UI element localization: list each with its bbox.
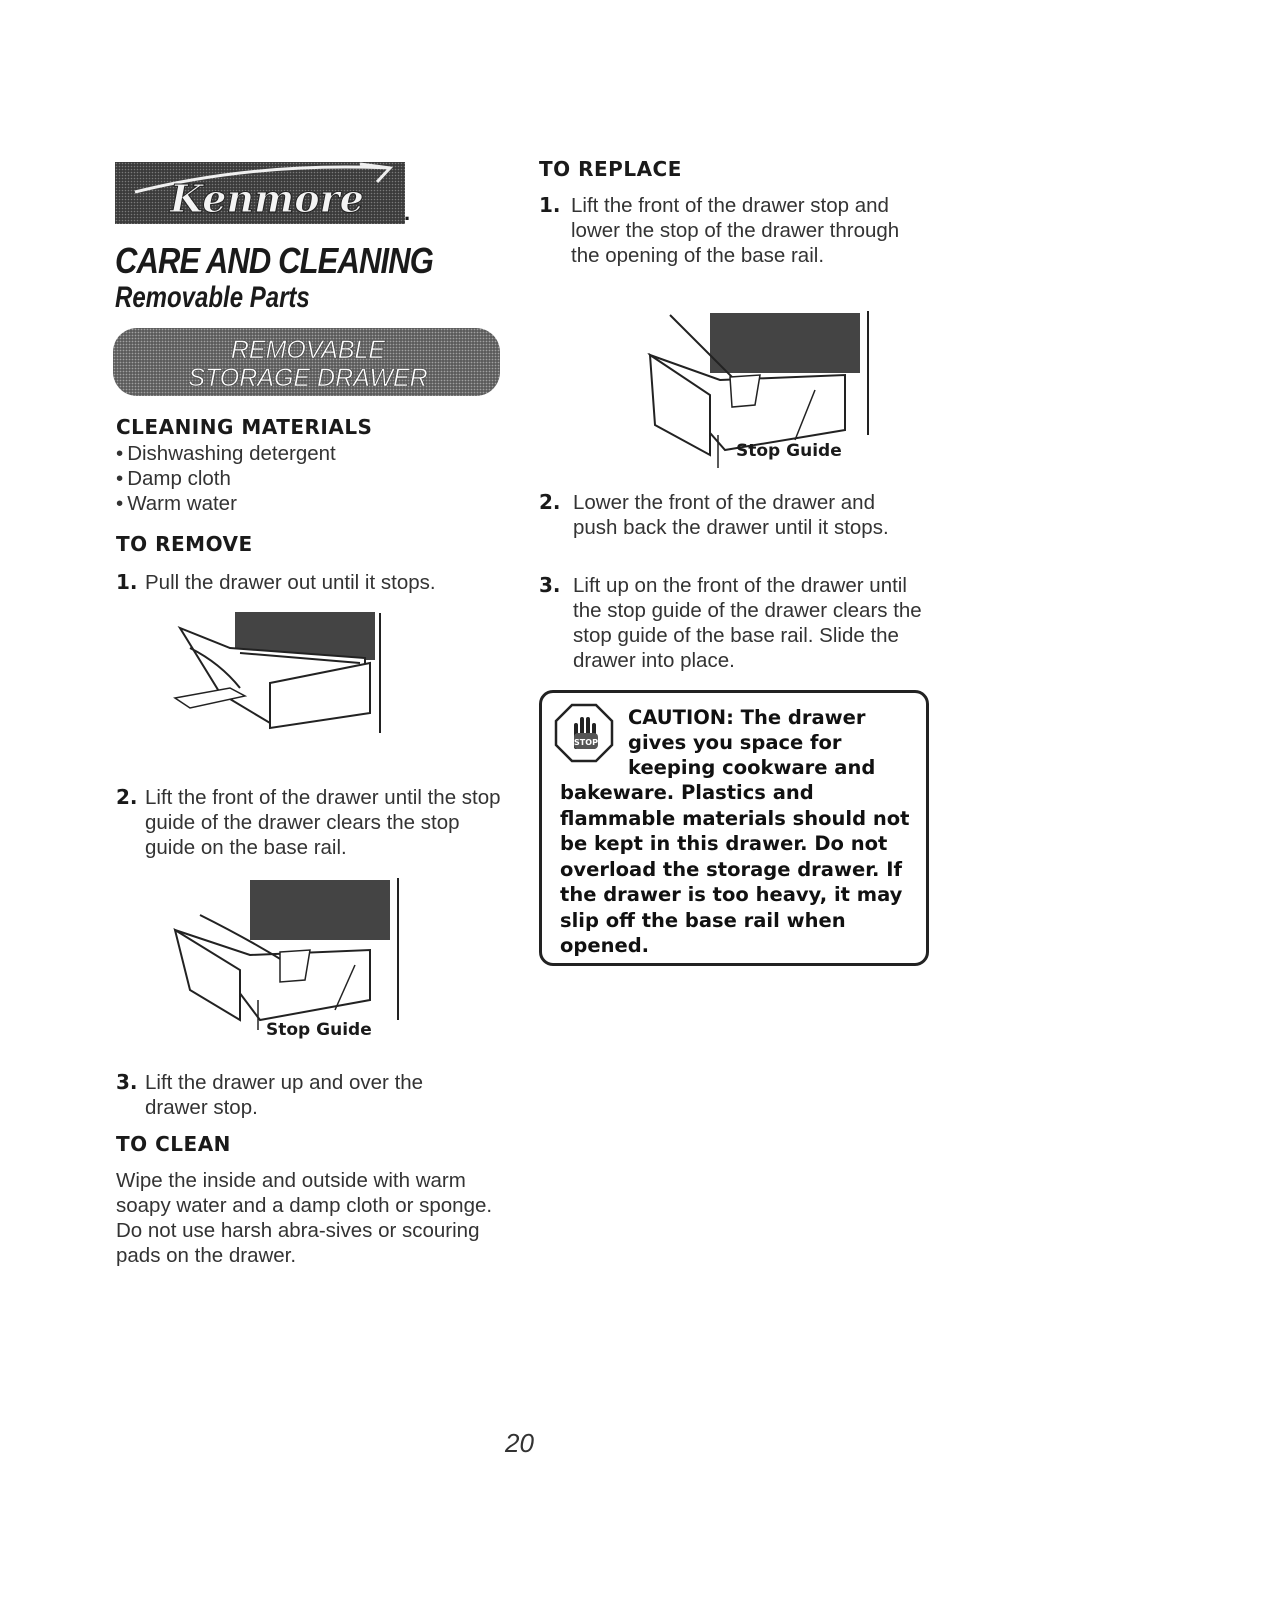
replace-step-2-number: 2. xyxy=(539,490,561,514)
remove-step-2-text: Lift the front of the drawer until the stop guide of the drawer clears the stop guide on the base rail. xyxy=(145,786,501,859)
caution-line-1: CAUTION: The drawer xyxy=(628,706,866,729)
remove-step-1-number: 1. xyxy=(116,570,138,594)
stop-guide-label-left: Stop Guide xyxy=(266,1020,372,1040)
page-subtitle: Removable Parts xyxy=(115,281,310,314)
drawer-lift-illustration xyxy=(170,870,410,1030)
remove-step-3-number: 3. xyxy=(116,1070,138,1094)
remove-step-3-text: Lift the drawer up and over the drawer stop. xyxy=(145,1071,424,1119)
list-item: • Damp cloth xyxy=(116,466,336,491)
replace-step-3-text: Lift up on the front of the drawer until the stop guide of the drawer clears the stop guide of the base rail. Slide the drawer into place. xyxy=(573,574,922,672)
stop-guide-label-right: Stop Guide xyxy=(736,441,842,461)
caution-box xyxy=(539,690,929,966)
remove-step-2-number: 2. xyxy=(116,785,138,809)
stop-icon-text: STOP xyxy=(574,738,598,747)
drawer-pull-illustration xyxy=(170,608,390,738)
remove-step-1-text: Pull the drawer out until it stops. xyxy=(145,571,436,594)
banner-line1: REMOVABLE xyxy=(230,336,386,364)
page-number: 20 xyxy=(505,1428,534,1458)
logo-text: Kenmore xyxy=(170,176,364,221)
banner-line2: STORAGE DRAWER xyxy=(188,364,428,392)
remove-heading: TO REMOVE xyxy=(116,532,253,556)
stop-hand-icon xyxy=(554,703,614,763)
clean-text: Wipe the inside and outside with warm soapy water and a damp cloth or sponge. Do not use harsh abra-sives or scouring pads on the drawer. xyxy=(116,1169,493,1267)
replace-step-2-text: Lower the front of the drawer and push back the drawer until it stops. xyxy=(573,491,889,539)
list-item: • Warm water xyxy=(116,491,336,516)
materials-heading: CLEANING MATERIALS xyxy=(116,415,373,439)
replace-step-3-number: 3. xyxy=(539,573,561,597)
logo-dot: . xyxy=(404,200,411,225)
kenmore-logo xyxy=(115,162,405,224)
kenmore-logo-art xyxy=(115,162,405,224)
section-banner xyxy=(113,328,500,396)
caution-line-2: gives you space for xyxy=(628,731,842,754)
caution-line-3: keeping cookware and xyxy=(628,756,876,779)
page-title: CARE AND CLEANING xyxy=(115,240,433,281)
clean-heading: TO CLEAN xyxy=(116,1132,231,1156)
replace-heading: TO REPLACE xyxy=(539,157,682,181)
replace-step-1-text: Lift the front of the drawer stop and lower the stop of the drawer through the opening of the base rail. xyxy=(571,194,900,267)
materials-list xyxy=(116,441,336,516)
replace-step-1-number: 1. xyxy=(539,193,561,217)
list-item: • Dishwashing detergent xyxy=(116,441,336,466)
caution-body: bakeware. Plastics and flammable materials should not be kept in this drawer. Do not overload the storage drawer. If the drawer is too heavy, it may slip off the base rail when opened. xyxy=(560,781,910,957)
